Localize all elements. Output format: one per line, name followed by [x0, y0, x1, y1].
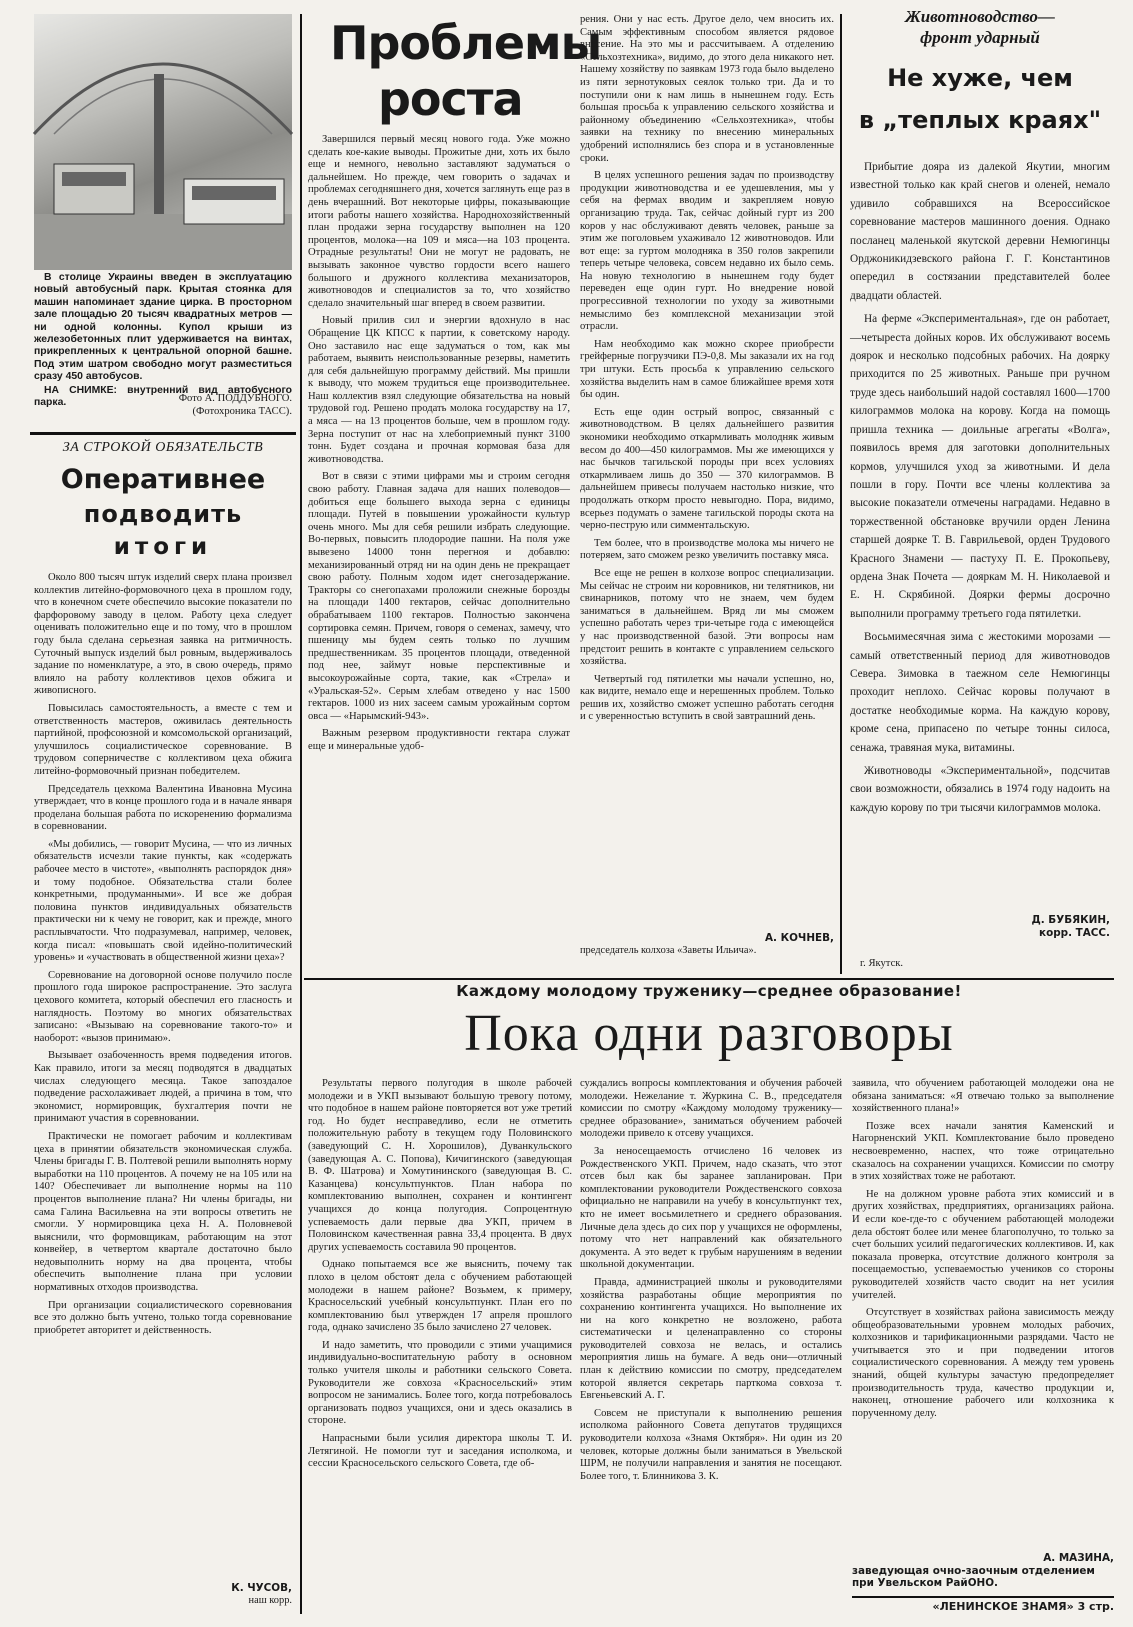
divider-edu-top: [304, 978, 1114, 980]
article-livestock-body: [850, 158, 1110, 914]
bus-park-illustration: [34, 14, 292, 270]
paragraph: Нам необходимо как можно скорее приобрести грейферные погрузчики ПЭ-0,8. Мы заказали их на год три штуки. Есть просьба к управлению сельского хозяйства выделить нам в самое ближайшее время хотя бы один.: [580, 338, 834, 401]
bus-park-photo: [34, 14, 292, 270]
photo-caption-text: В столице Украины введен в эксплуатацию новый автобусный парк. Крытая стоянка для машин напоминает здание цирка. В просторном зале площадью 20 тысяч квадратных метров — ни одной колонны. Купол крыши из железобетонных плит удерживается на винтах, прикрепленных к центральной опорной башне. Под этим шатром свободно могут разместиться сразу 450 автобусов.: [34, 272, 292, 383]
paragraph: Не на должном уровне работа этих комиссий и в других хозяйствах, предприятиях, организациях района. И если кое-где-то с обучением работающей молодежи дела обстоят более или менее благополучно, то только за счет больших усилий педагогических коллективов. И, как показала проверка, отсутствие должного контроля за посещаемостью, успеваемостью учеников со стороны руководителей хозяйств часто сводит на нет усилия учителей.: [852, 1188, 1114, 1301]
signature-kochnev: [580, 932, 834, 976]
divider-vertical-2: [840, 14, 842, 974]
paragraph: Повысилась самостоятельность, а вместе с тем и ответственность мастеров, оживилась деятельность партийной, профсоюзной и комсомольской организаций, улучшилось социалистическое соревнование. В трудовом соперничестве с коллективом цеха обжига литейно-формовочный признан победителем.: [34, 702, 292, 777]
article-edu-col2: [580, 1078, 842, 1626]
paragraph: Восьмимесячная зима с жестокими морозами — самый ответственный период для животноводов Севера. Зимовка в таежном селе Немюгинцы проходит неплохо. Сейчас коровы получают в достатке необходимые корма. На каждую корову, кроме сена, припасено по четыре тонны силоса, сенажа, травяная мука, витамины.: [850, 631, 1110, 754]
paragraph: Важным резервом продуктивности гектара служат еще и минеральные удоб-: [308, 728, 570, 752]
rubric-obligations: ЗА СТРОКОЙ ОБЯЗАТЕЛЬСТВ: [62, 440, 264, 455]
article-title-3: итоги: [113, 534, 213, 560]
paragraph: Все еще не решен в колхозе вопрос специализации. Мы сейчас не строим ни коровников, ни телятников, ни свинарников, потому что не знаем, чем будем заниматься в дальнейшем. Вряд ли мы сможем успешно работать через три-четыре года с имеющейся у нас производственной базой. Эти вопросы нам предстоит решить в контакте с управлением сельского хозяйства.: [580, 567, 834, 668]
paragraph: Правда, администрацией школы и руководителями хозяйства разработаны общие мероприятия по сохранению контингента учащихся. Но выполнение их ни на кого конкретно не возложено, работа систематически и целенаправленно со стороны руководителей совхоза не велась, и остались мероприятия лишь на бумаге. А ведь они—отличный план к действию комиссии по смотру, председателем которой является секретарь парткома совхоза т. Евгеньевский А. Г.: [580, 1276, 842, 1402]
article-problems-col2: [580, 14, 834, 932]
article-title-1: Оперативнее: [60, 464, 266, 495]
signature-title: наш корр.: [248, 1594, 292, 1606]
paragraph: Позже всех начали занятия Каменский и Нагорненский УКП. Комплектование было проведено несвоевременно, наспех, что тоже отрицательно сказалось на сохранении учащихся. Комиссии по смотру в этих хозяйствах тоже не работают.: [852, 1120, 1114, 1183]
paragraph: «Мы добились, — говорит Мусина, — что из личных обязательств исчезли такие пункты, как «содержать рабочее место в чистоте», «выполнять распорядок дня» и тому подобное. Обязательства стали более конкретными, продуманными». И все же добрая половина пунктов индивидуальных обязательств практически ни к чему не говорит, как и прежде, много расплывчатости. Что подразумевал, например, человек, когда писал: «повышать свой идейно-политический уровень» и «участвовать в общественной жизни цеха»?: [34, 838, 292, 964]
divider-vertical-1: [300, 14, 302, 1614]
paragraph: При организации социалистического соревнования все это должно быть учтено, только тогда соревнование приобретет авторитет и действенность.: [34, 1299, 292, 1336]
paragraph: Результаты первого полугодия в школе рабочей молодежи и в УКП вызывают большую тревогу потому, что подобное в нашем районе повторяется вот уже третий год. Но будет несправедливо, если не отметить положительную работу в текущем году Половинского (заведующий С. Н. Хорошилов), Дуванкульского (заведующая А. С. Попова), Кичигинского (заведующая В. Ф. Шатрова) и Хомутининского (заведующая В. С. Казанцева) консультпунктов. План набора по комплектованию выполнен, сохранен и контингент учащихся до конца полугодия. Сопроцентную успеваемость дали первые два УКП, причем в Половинском качественная равна 33,4 процента. В двух других успеваемость составила 90 процентов.: [308, 1078, 572, 1253]
paragraph: Напрасными были усилия директора школы Т. И. Летягиной. Не помогли тут и заседания исполкома, и сессии Красносельского сельского Совета, где об-: [308, 1433, 572, 1470]
divider-footer: [852, 1596, 1114, 1598]
paragraph: Животноводы «Экспериментальной», подсчитав свои возможности, обязались в 1974 году надоить на каждую корову по три тысячи килограммов молока.: [850, 765, 1110, 814]
dateline-yakutsk: г. Якутск.: [860, 958, 904, 969]
article-title-2: подводить: [83, 500, 243, 528]
article-title-edu: Пока одни разговоры: [464, 1005, 954, 1062]
paragraph: суждались вопросы комплектования и обучения рабочей молодежи. Нежелание т. Журкина С. В., председателя комиссии по смотру «Каждому молодому труженику—среднее образование», заниматься обучением рабочей молодежи привело к отсеву учащихся.: [580, 1078, 842, 1140]
paragraph: На ферме «Экспериментальная», где он работает,—четыреста дойных коров. Их обслуживают восемь доярок и несколько подсобных рабочих. На доярку приходится по 25 животных. Раньше при ручном труде здесь наибольший надой составлял 1600—1700 килограммов молока на корову. Когда на помощь пришла техника — доильные агрегаты «Волга», появилось время для заготовки дополнительных кормов, улучшился уход за животными. И дела пошли в гору. Почти все члены коллектива за высокие показатели отмечены наградами. Недавно в торжественной обстановке вручили орден Ленина старшей доярке Т. В. Гаврильевой, орден Трудового Красного Знамени — пастуху П. Е. Прокопьеву, ордена Знак Почета — дояркам М. Н. Николаевой и Е. Н. Скрябиной. Доярки фермы досрочно выполнили программу третьего года пятилетки.: [850, 313, 1110, 620]
slogan-education: Каждому молодому труженику—среднее образование!: [456, 982, 962, 1000]
paragraph: Тем более, что в производстве молока мы ничего не потеряем, зато сможем резко увеличить поставку мяса.: [580, 537, 834, 562]
article-title-livestock-2: в „теплых краях": [858, 106, 1102, 134]
rubric-line-1: Животноводство—: [905, 7, 1055, 26]
paragraph: Совсем не приступали к выполнению решения исполкома районного Совета депутатов трудящихся руководители колхоза «Знамя Октября». Ни один из 20 человек, которые должны были заниматься в Увельской ШРМ, не получили направления и занятия не посещают. Более того, т. Блинникова З. К.: [580, 1407, 842, 1482]
rubric-line-2: фронт ударный: [920, 28, 1040, 47]
signature-title: председатель колхоза «Заветы Ильича».: [580, 944, 757, 956]
paragraph: Новый прилив сил и энергии вдохнуло в нас Обращение ЦК КПСС к партии, к советскому народу. Оно заставило нас еще задуматься о том, как мы работаем, выявить неиспользованные резервы, наметить для себя дальнейшую программу действий. Мы пришли к выводу, что можем трудиться еще производительнее. Наш коллектив взял следующие обязательства на новый трудовой год. Решено продать молока государству на 17, а мяса — на 13 процентов больше, чем в прошлом году. Зерна поступит от нас на хлебоприемный пункт 3100 тонн. Будет создана и прочная кормовая база для животноводства.: [308, 315, 570, 465]
divider-left-top: [30, 432, 296, 435]
paragraph: Практически не помогает рабочим и коллективам цеха в принятии обязательств экономическая служба. Члены бригады Г. В. Полтевой решили выполнять норму выработки на 110 процентов. А почему не на 105 или на 140? Обеспечивает ли выполнение нормы на 110 процентов выполнение плана? Ни члены бригады, ни сама Галина Васильевна на эти вопросы ответить не смогли. У нормировщика цеха Н. А. Половневой выяснили, что формовщикам, работающим на этот конвейер, в четвертом квартале достаточно было недовыполнить норму на два процента, чтобы обеспечить выполнение плана при условии нормативных отходов производства.: [34, 1130, 292, 1294]
signature-bubyakin: [850, 914, 1110, 950]
signature-title: корр. ТАСС.: [1039, 926, 1110, 939]
paragraph: заявила, что обучением работающей молодежи она не обязана заниматься: «Я отвечаю только за выполнение хозяйственного плана!»: [852, 1078, 1114, 1115]
photo-credit-author: Фото А. ПОДДУБНОГО.: [178, 393, 292, 404]
paragraph: Отсутствует в хозяйствах района зависимость между общеобразовательными уровнем молодых рабочих, колхозников и тарификационными разрядами. Часто не учитывается это и при подведении итогов социалистического соревнования. А между тем уровень знаний, общей культуры зачастую предопределяет производительность труда, качество продукции и, наконец, отношение рабочего или колхозника к порученному делу.: [852, 1307, 1114, 1419]
article-title-livestock-1: Не хуже, чем: [887, 64, 1073, 92]
photo-credit-agency: (Фотохроника ТАСС).: [192, 406, 292, 417]
paragraph: Председатель цехкома Валентина Ивановна Мусина утверждает, что в конце прошлого года и в начале января проделана большая работа по искоренению формализма в соревновании.: [34, 783, 292, 833]
paragraph: В целях успешного решения задач по производству продукции животноводства и ее удешевления, мы у себя на фермах вводим и закрепляем новую организацию труда. Так, сейчас дойный гурт из 200 коров у нас обслуживают девять человек, раньше за этим же поголовьем ухаживало 12 животноводов. Или вот еще: за гуртом молодняка в 350 голов закрепили теперь четыре человека, совсем недавно их было семь. На новую технологию в нынешнем году будет переведен еще один гурт. Но внедрение новой прогрессивной технологии по уходу за животными немыслимо без комплексной механизации этой отрасли.: [580, 170, 834, 333]
paragraph: Соревнование на договорной основе получило после прошлого года широкое распространение. Это заслуга цехового комитета, который обеспечил его гласность и наглядность. Поэтому во многих обязательствах записано: «Вызываю на соревнование такого-то» и наоборот: «вызов принимаю».: [34, 969, 292, 1044]
rubric-livestock: [850, 6, 1110, 48]
paragraph: И надо заметить, что проводили с этими учащимися индивидуально-воспитательную работу в основном только учителя школы и работники сельского Совета. Руководители же совхоза «Красносельский» этим вопросом не занимались. Более того, когда потребовалось организовать подвоз учащихся, они и здесь оказались в стороне.: [308, 1339, 572, 1427]
paragraph: Завершился первый месяц нового года. Уже можно сделать кое-какие выводы. Прожитые дни, хоть их было еще и немного, невольно заставляют задуматься о дальнейшем. Но прежде, чем говорить о задачах и проблемах сегодняшнего дня, хочется заглянуть еще раз в день вчерашний. Вот некоторые цифры, показывающие итоги работы нашего хозяйства. Народнохозяйственный план продажи зерна государству выполнен на 120 процентов, молока—на 109 и мяса—на 103 процента. Отрадные результаты! Они не могут не радовать, не вызывать законное чувство гордости всего нашего большого и дружного коллектива механизаторов, животноводов и специалистов за то, что хозяйство сделало значительный шаг вперед в своем развитии.: [308, 134, 570, 309]
paragraph: Четвертый год пятилетки мы начали успешно, но, как видите, немало еще и нерешенных проблем. Только решив их, хозяйство сможет успешно работать сегодня и с уверенностью вступить в свой завтрашний день.: [580, 673, 834, 723]
paragraph: Около 800 тысяч штук изделий сверх плана произвел коллектив литейно-формовочного цеха в прошлом году, что в конечном счете обеспечило высокие показатели по фарфоровому заводу в целом. Работу цеха следует оценивать положительно еще и по тому, что в прошлом году была сделана серьезная заявка на ритмичность. Суточный выпуск изделий был ровным, выдерживалось задание по номенклатуре, а это, в свою очередь, прямо влияло на работу коллективов цехов обжига и живописного.: [34, 572, 292, 697]
paragraph: Однако попытаемся все же выяснить, почему так плохо в целом обстоят дела с обучением работающей молодежи в нашем районе? Возьмем, к примеру, Красносельский учебный консультпункт. План его по комплектованию был утвержден 17 апреля прошлого года, однако зачислено 35 было зачислено 27 человек.: [308, 1259, 572, 1334]
paragraph: За неносещаемость отчислено 16 человек из Рождественского УКП. Причем, надо сказать, что этот отсев был как бы заранее запланирован. При комплектовании руководители Рождественского совхоза официально не направили на учебу в консультпункт тех, кто не имеет восьмилетнего и среднего образования. Личные дела здесь до сих пор у учащихся не оформлены, потому что нет направлений как обязательного документа. А это ведет к грубым нарушениям в ведении школьной документации.: [580, 1145, 842, 1271]
signature-title: заведующая очно-заочным отделением при Увельском РайОНО.: [852, 1564, 1095, 1590]
signature-name: А. МАЗИНА,: [1043, 1552, 1114, 1564]
article-problems-col1: [308, 134, 570, 976]
paragraph: Прибытие доярa из далекой Якутии, многим известной только как край снегов и оленей, немало удивило собравшихся на Всероссийское соревнование мастеров машинного доения. Однако посланец маленькой якутской деревни Немюгинцы Орджоникидзевского района Г. Г. Константинов опередил в состязании представителей более двадцати областей.: [850, 161, 1110, 302]
article-operativnee-body: [34, 572, 292, 1580]
article-title-growth: роста: [378, 72, 523, 126]
paragraph: рения. Они у нас есть. Другое дело, чем вносить их. Самым эффективным способом является рядовое внесение. На это мы и рассчитываем. А отделению «Сельхозтехника», видимо, до этого дела никакого нет. Нашему хозяйству по заявкам 1973 года было выделено из пяти зернотуковых сеялок только три. Да и то поступили они к нам лишь в нынешнем году. Есть большая просьба к управлению сельского хозяйства и районному объединению «Сельхозтехника», чтобы заявки на технику по внесению минеральных удобрений исполнялись без спора и в установленные сроки.: [580, 14, 834, 164]
photo-note: НА СНИМКЕ: внутренний вид автобусного парка.: [34, 384, 292, 409]
article-edu-col3: [852, 1078, 1114, 1552]
page-footer: «ЛЕНИНСКОЕ ЗНАМЯ» 3 стр.: [932, 1600, 1114, 1613]
paragraph: Вот в связи с этими цифрами мы и строим сегодня свою работу. Главная задача для наших полеводов—добиться еще большего выхода зерна с единицы площади. Путей в повышении урожайности культур очень много. Мы для себя решили избрать следующие. Во-первых, повысить плодородие пашни. На поля уже вывезено 14000 тонн перегноя и добавлю: механизированный отряд ни на один день не прекращает свою работу. Полным ходом идет снегозадержание. Тракторы со снегопахами проложили снежные борозды на площади 1400 гектаров, сейчас дополнительно обрабатываем 1100 гектаров. Полностью закончена сортировка семян. Причем, говоря о семенах, замечу, что пшеницу мы будем сеять только по лучшим предшественникам. 35 процентов площади, отведенной под нее, займут новые перспективные и высокоурожайные сорта, такие, как «Стрела» и «Уральская-52». Серым хлебам отведено у нас 1500 гектаров. 1000 из них засеем самым урожайным сортом овса — «Нарымский-943».: [308, 471, 570, 722]
signature-name: А. КОЧНЕВ,: [765, 932, 834, 944]
paragraph: Вызывает озабоченность время подведения итогов. Как правило, итоги за месяц подводятся в двадцатых числах следующего месяца. Такое запоздалое подведение расхолаживает людей, а причина в том, что экономист, нормировщик, бухгалтерия почти не принимают участия в соревновании.: [34, 1050, 292, 1125]
article-title-problems: Проблемы: [330, 16, 602, 70]
paragraph: Есть еще один острый вопрос, связанный с животноводством. В целях дальнейшего развития экономики необходимо откармливать молодняк живым весом до 400—450 килограммов. Мы же имеющихся у нас бычков тагильской породы при всех условиях откармливаем лишь до 350 — 370 килограммов. В дальнейшем привесы получаем настолько низкие, что продолжать откорм просто невыгодно. Пора, видимо, всерьез подумать о замене тагильской породы скота на черно-пеструю или симментальскую.: [580, 406, 834, 532]
signature-name: К. ЧУСОВ,: [231, 1582, 292, 1594]
signature-mazina: [852, 1552, 1114, 1596]
photo-credit: [34, 392, 292, 422]
signature-chusov: [34, 1582, 292, 1612]
article-edu-col1: [308, 1078, 572, 1626]
signature-name: Д. БУБЯКИН,: [1031, 914, 1110, 926]
